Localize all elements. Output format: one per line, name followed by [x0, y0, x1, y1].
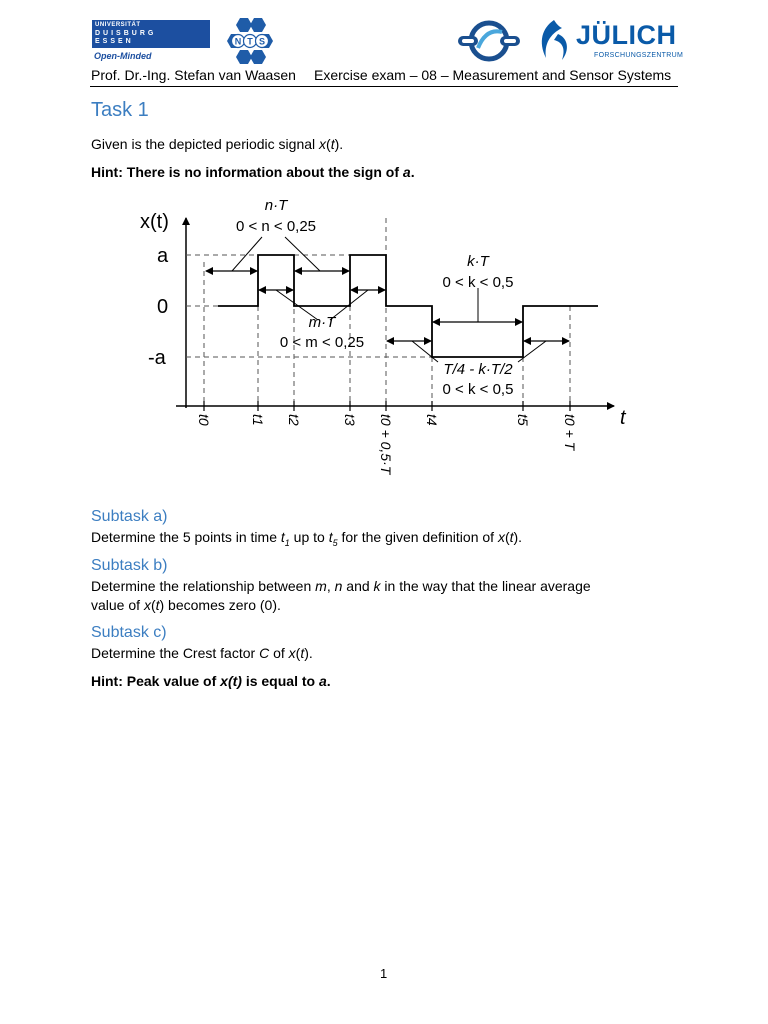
level-a-label: a [157, 245, 169, 267]
subtask-c-title: Subtask c) [91, 624, 167, 641]
task-hint: Hint: There is no information about the sign of a. [91, 164, 415, 180]
juelich-sub: FORSCHUNGSZENTRUM [594, 52, 684, 59]
nts-letter-t: T [247, 36, 253, 47]
signal-waveform [218, 255, 598, 357]
subtask-b-title: Subtask b) [91, 557, 168, 574]
tick-label-t0: t0 [196, 414, 212, 426]
leader-nT-2 [285, 237, 320, 271]
task-intro: Given is the depicted periodic signal x(t). [91, 136, 344, 152]
subtask-b-text-line2: value of x(t) becomes zero (0). [91, 597, 281, 613]
header-exam: Exercise exam – 08 – Measurement and Sensor Systems [314, 67, 672, 83]
tick-label-t0-T: t0 + T [562, 414, 578, 451]
ann-m-line2: 0 < m < 0,25 [279, 334, 365, 351]
uni-logo-line3: ESSEN [95, 38, 134, 45]
ann-n-line1: n·T [264, 197, 288, 214]
tick-label-t5: t5 [515, 414, 531, 426]
subtask-b-text-line1: Determine the relationship between m, n and k in the way that the linear average [91, 578, 591, 594]
subtask-a-title: Subtask a) [91, 508, 168, 525]
x-axis-label: t [620, 407, 626, 429]
ann-n-line2: 0 < n < 0,25 [235, 218, 317, 235]
tick-label-t0-half: t0 + 0,5·T [378, 414, 394, 475]
uni-logo-tagline: Open-Minded [94, 51, 152, 61]
y-axis-label: x(t) [140, 211, 169, 233]
subtask-c-text: Determine the Crest factor C of x(t). [91, 645, 313, 661]
hint-peak: Hint: Peak value of x(t) is equal to a. [91, 673, 331, 689]
tick-label-t3: t3 [342, 414, 358, 426]
tick-label-t2: t2 [286, 414, 302, 426]
uni-logo-line1: UNIVERSITÄT [95, 22, 141, 28]
level-neg-a-label: -a [148, 347, 166, 369]
ann-t4-line2: 0 < k < 0,5 [442, 381, 514, 398]
ann-t4-line1: T/4 - k·T/2 [443, 361, 513, 378]
leader-mT-2 [330, 290, 368, 320]
ann-k-line1: k·T [467, 253, 489, 270]
ann-k-line2: 0 < k < 0,5 [442, 274, 514, 291]
tick-label-t1: t1 [250, 414, 266, 426]
page-number: 1 [380, 966, 388, 981]
nts-letter-n: N [234, 36, 242, 47]
uni-logo-line2: DUISBURG [95, 30, 157, 37]
level-zero-label: 0 [157, 296, 169, 318]
tick-label-t4: t4 [424, 414, 440, 426]
task-title: Task 1 [91, 99, 149, 121]
subtask-a-text: Determine the 5 points in time $t_1$ up to $t_5$ for the given definition of x(t). [91, 529, 523, 548]
nts-letter-s: S [258, 36, 266, 47]
header-author: Prof. Dr.-Ing. Stefan van Waasen [91, 67, 296, 83]
juelich-name: JÜLICH [576, 20, 677, 50]
ann-m-line1: m·T [308, 314, 336, 331]
leader-t4-1 [412, 341, 438, 362]
signal-figure [0, 0, 768, 500]
